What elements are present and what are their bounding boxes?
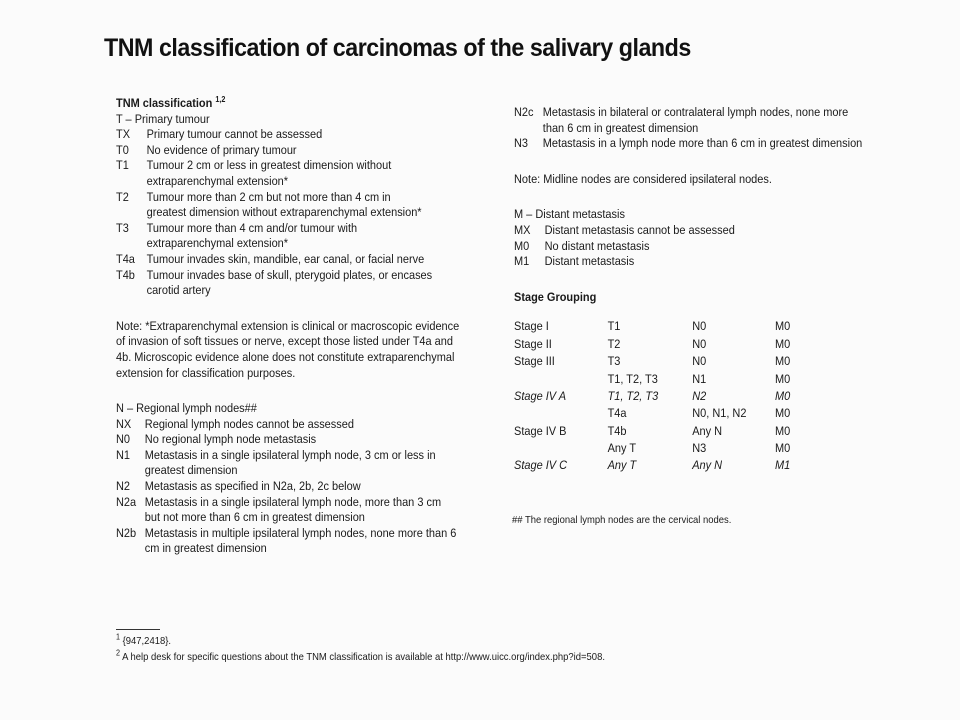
m-cell: M0 (775, 441, 791, 456)
tnm-heading-superscript: 1,2 (215, 94, 226, 104)
page-title: TNM classification of carcinomas of the salivary glands (104, 34, 691, 62)
t-code: T2 (116, 189, 129, 204)
stage-cell: Stage I (514, 319, 549, 334)
n-code: N0 (116, 432, 131, 447)
stage-cell (514, 406, 608, 423)
n-item (116, 495, 476, 526)
tnm-heading (116, 96, 476, 112)
footnote-item (116, 633, 605, 649)
n-description: Regional lymph nodes cannot be assessed (144, 416, 354, 431)
t-cell: T1, T2, T3 (607, 388, 659, 403)
m-description: Distant metastasis (544, 254, 635, 269)
footnote-text: {947,2418}. (122, 635, 171, 647)
t-description: Tumour more than 4 cm and/or tumour with extraparenchymal extension* (146, 220, 358, 251)
n-item (514, 136, 874, 152)
t-cell: T3 (607, 354, 621, 369)
n-cell: Any N (692, 458, 723, 473)
table-row (514, 424, 811, 441)
m-cell: M0 (775, 319, 791, 334)
footnote-divider (116, 629, 160, 630)
t-description: Tumour invades skin, mandible, ear canal, or facial nerve (146, 251, 425, 266)
t-item (116, 143, 476, 159)
t-code: T0 (116, 142, 129, 157)
t-description: Tumour invades base of skull, pterygoid plates, or encases carotid artery (146, 267, 433, 298)
t-item (116, 252, 476, 268)
stage-cell: Stage IV B (514, 423, 567, 438)
spacer (116, 381, 476, 401)
stage-grouping-table (514, 319, 811, 476)
right-column (514, 105, 874, 476)
m-code: M1 (514, 254, 530, 269)
t-cell: T4b (607, 423, 627, 438)
m-item (514, 254, 874, 270)
m-section-heading: M – Distant metastasis (514, 207, 625, 222)
m-item (514, 223, 874, 239)
stage-cell: Stage IV C (514, 458, 568, 473)
n-code: N3 (514, 136, 529, 151)
left-column (116, 96, 476, 557)
table-row (514, 319, 811, 336)
n-code: NX (116, 416, 132, 431)
table-row (514, 337, 811, 354)
spacer (514, 152, 874, 172)
t-item (116, 127, 476, 143)
t-cell: T2 (607, 336, 621, 351)
t-cell: Any T (607, 441, 637, 456)
t-item (116, 221, 476, 252)
n-description: Metastasis in a single ipsilateral lymph node, more than 3 cm but not more than 6 cm in greatest dimension (144, 494, 442, 525)
n-list (116, 417, 476, 557)
m-cell: M0 (775, 423, 791, 438)
regional-nodes-footnote: ## The regional lymph nodes are the cervical nodes. (512, 514, 732, 526)
m-list (514, 223, 874, 270)
m-cell: M0 (775, 354, 791, 369)
n-code: N2a (116, 494, 137, 509)
stage-cell: Stage IV A (514, 388, 567, 403)
footnote-mark: 1 (116, 632, 121, 642)
table-row (514, 441, 811, 458)
t-item (116, 190, 476, 221)
n-cell: N2 (692, 388, 707, 403)
table-row (514, 372, 811, 389)
n-description: No regional lymph node metastasis (144, 432, 317, 447)
t-code: T4b (116, 267, 135, 282)
t-cell: T1, T2, T3 (607, 371, 658, 386)
t-code: T4a (116, 251, 135, 266)
n-item (116, 417, 476, 433)
footnote-text: A help desk for specific questions about the TNM classification is available at http://www.uicc.org/index.php?id=508. (122, 651, 605, 663)
m-description: No distant metastasis (544, 238, 650, 253)
stage-cell: Stage III (514, 354, 555, 369)
t-code: T3 (116, 220, 129, 235)
n-cell: Any N (692, 423, 723, 438)
n-cell: N0 (692, 319, 707, 334)
footnote-item (116, 649, 605, 665)
m-cell: M0 (775, 371, 791, 386)
n-cell: N0 (692, 354, 707, 369)
t-code: TX (116, 127, 131, 142)
n-code: N2c (514, 105, 534, 119)
table-row (514, 389, 811, 406)
table-row (514, 406, 811, 423)
extraparenchymal-note: Note: *Extraparenchymal extension is clinical or macroscopic evidence of invasion of soft tissues or nerve, except those listed under T4a and 4b. Microscopic evidence alone does not constitute extraparenchymal extension for classification purposes. (116, 318, 460, 380)
t-item (116, 268, 476, 299)
spacer (116, 299, 476, 319)
t-description: Primary tumour cannot be assessed (146, 127, 323, 142)
footnote-mark: 2 (116, 648, 121, 658)
t-cell: T4a (607, 406, 627, 421)
stage-cell (514, 372, 608, 389)
stage-grouping-heading: Stage Grouping (514, 289, 597, 304)
table-row (514, 458, 811, 475)
n-description: Metastasis in multiple ipsilateral lymph nodes, none more than 6 cm in greatest dimension (144, 525, 457, 556)
t-section-heading: T – Primary tumour (116, 111, 210, 126)
n-cell: N0, N1, N2 (692, 406, 747, 421)
n-cell: N3 (692, 441, 707, 456)
n-cell: N1 (692, 371, 707, 386)
n-code: N1 (116, 447, 131, 462)
t-item (116, 158, 476, 189)
n-item (116, 479, 476, 495)
spacer (514, 305, 874, 319)
n-item (116, 432, 476, 448)
t-code: T1 (116, 158, 129, 173)
n-description: Metastasis as specified in N2a, 2b, 2c below (144, 479, 361, 494)
n-description: Metastasis in a single ipsilateral lymph node, 3 cm or less in greatest dimension (144, 447, 436, 478)
m-cell: M0 (775, 336, 791, 351)
t-description: No evidence of primary tumour (146, 142, 297, 157)
n-code: N2b (116, 525, 137, 540)
n-description: Metastasis in bilateral or contralateral lymph nodes, none more than 6 cm in greatest dimension (542, 105, 849, 135)
midline-note: Note: Midline nodes are considered ipsilateral nodes. (514, 171, 772, 186)
n-code: N2 (116, 479, 131, 494)
m-item (514, 239, 874, 255)
t-cell: T1 (607, 319, 621, 334)
tnm-heading-text: TNM classification (116, 96, 213, 110)
n-cell: N0 (692, 336, 707, 351)
footnotes (116, 633, 605, 665)
m-cell: M1 (775, 458, 791, 473)
n-description: Metastasis in a lymph node more than 6 cm in greatest dimension (542, 136, 863, 151)
t-description: Tumour 2 cm or less in greatest dimension without extraparenchymal extension* (146, 158, 392, 188)
m-code: M0 (514, 238, 530, 253)
spacer (514, 270, 874, 290)
t-description: Tumour more than 2 cm but not more than 4 cm in greatest dimension without extraparenchymal extension* (146, 189, 422, 220)
n-item (116, 526, 476, 557)
t-cell: Any T (607, 458, 637, 473)
t-list (116, 127, 476, 299)
stage-cell: Stage II (514, 336, 552, 351)
n-item (514, 105, 874, 136)
n-list-continued (514, 105, 874, 152)
n-item (116, 448, 476, 479)
m-cell: M0 (775, 388, 791, 403)
m-description: Distant metastasis cannot be assessed (544, 222, 735, 237)
spacer (514, 187, 874, 207)
stage-cell (514, 441, 608, 458)
m-cell: M0 (775, 406, 791, 421)
m-code: MX (514, 222, 531, 237)
table-row (514, 354, 811, 371)
n-section-heading: N – Regional lymph nodes## (116, 401, 257, 416)
